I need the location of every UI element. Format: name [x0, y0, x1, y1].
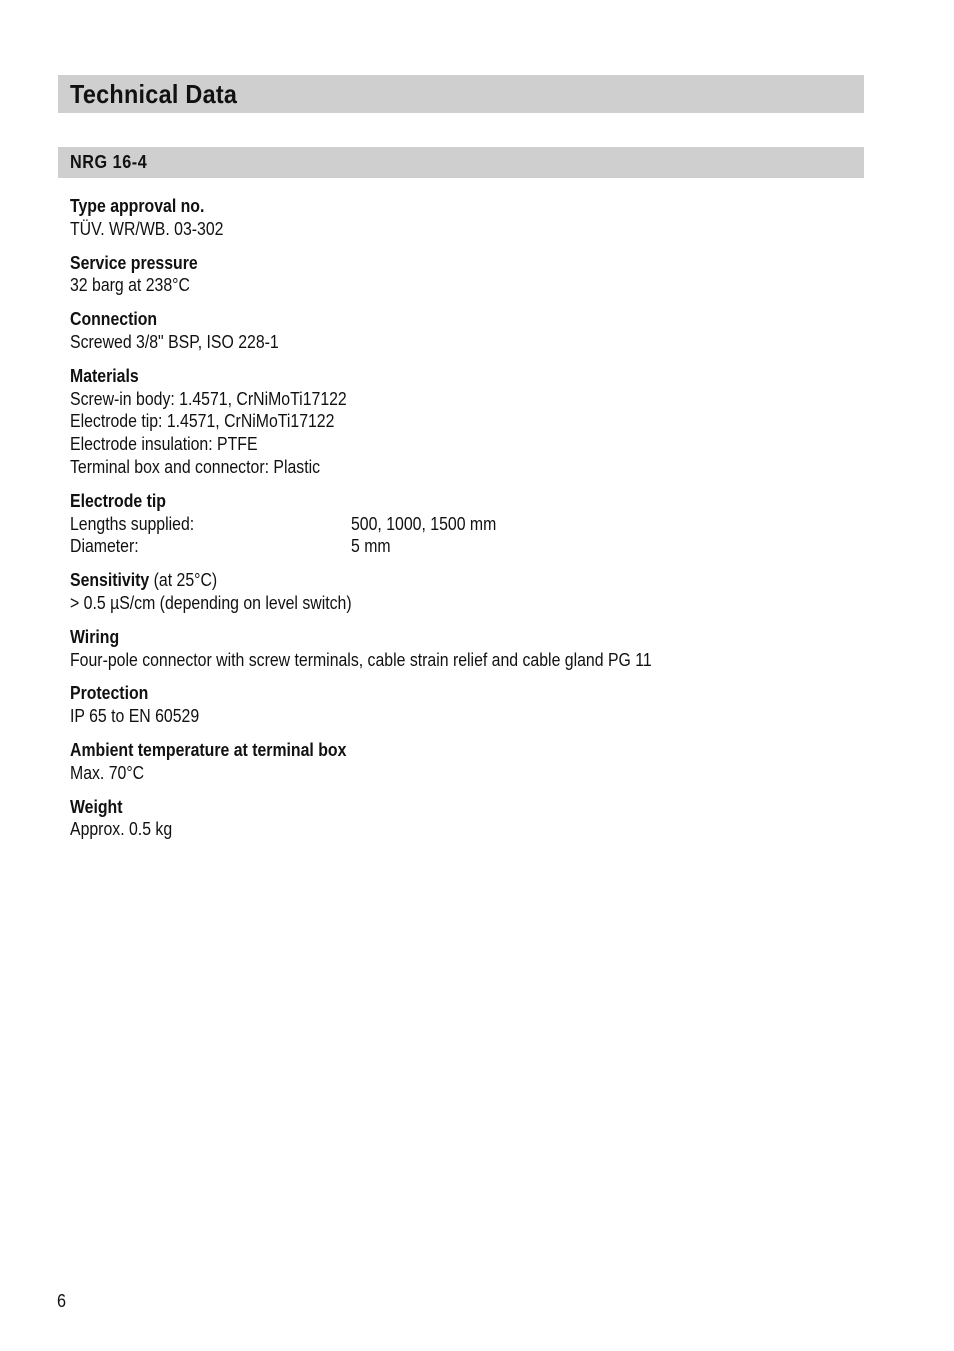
- spec-connection: [70, 308, 850, 354]
- spec-protection: [70, 682, 850, 728]
- spec-heading: Electrode tip: [70, 490, 166, 511]
- spec-heading-line: [70, 569, 756, 592]
- spec-service-pressure: [70, 252, 850, 298]
- spec-heading: Type approval no.: [70, 196, 205, 216]
- spec-row-label: Diameter:: [70, 536, 139, 557]
- spec-value: Electrode insulation: PTFE: [70, 434, 258, 455]
- spec-weight: [70, 796, 850, 842]
- spec-list: [70, 195, 850, 852]
- page-title-bar: [58, 75, 864, 113]
- spec-materials: [70, 365, 850, 479]
- page-title: Technical Data: [70, 79, 238, 109]
- spec-heading: Sensitivity: [70, 570, 150, 591]
- spec-value: Four-pole connector with screw terminals, cable strain relief and cable gland PG 11: [70, 649, 652, 670]
- spec-row-label: Lengths supplied:: [70, 513, 195, 534]
- spec-value: Screwed 3/8" BSP, ISO 228-1: [70, 331, 279, 352]
- section-title-bar: [58, 147, 864, 178]
- spec-ambient-temperature: [70, 739, 850, 785]
- spec-value: Screw-in body: 1.4571, CrNiMoTi17122: [70, 388, 347, 409]
- section-title: NRG 16-4: [70, 152, 148, 172]
- spec-value: TÜV. WR/WB. 03-302: [70, 218, 224, 239]
- spec-heading-note: (at 25°C): [149, 570, 218, 591]
- spec-electrode-tip: [70, 490, 850, 558]
- spec-row-value: 500, 1000, 1500 mm: [351, 513, 497, 534]
- spec-row-diameter: [70, 535, 850, 558]
- spec-value: Max. 70°C: [70, 762, 145, 783]
- spec-value: Electrode tip: 1.4571, CrNiMoTi17122: [70, 411, 335, 432]
- spec-heading: Protection: [70, 683, 149, 704]
- page-number: 6: [57, 1291, 67, 1311]
- spec-wiring: [70, 626, 850, 672]
- spec-row-lengths: [70, 513, 850, 536]
- spec-heading: Wiring: [70, 626, 120, 647]
- spec-heading: Weight: [70, 796, 123, 817]
- spec-type-approval: [70, 195, 850, 241]
- spec-value: IP 65 to EN 60529: [70, 706, 200, 727]
- spec-value: Terminal box and connector: Plastic: [70, 456, 321, 477]
- spec-row-value: 5 mm: [351, 536, 391, 557]
- spec-sensitivity: [70, 569, 850, 615]
- spec-value: > 0.5 µS/cm (depending on level switch): [70, 592, 352, 613]
- spec-heading: Ambient temperature at terminal box: [70, 739, 347, 760]
- spec-heading: Connection: [70, 309, 158, 330]
- spec-value: Approx. 0.5 kg: [70, 819, 173, 840]
- spec-heading: Service pressure: [70, 252, 198, 273]
- spec-heading: Materials: [70, 365, 139, 386]
- spec-value: 32 barg at 238°C: [70, 275, 190, 296]
